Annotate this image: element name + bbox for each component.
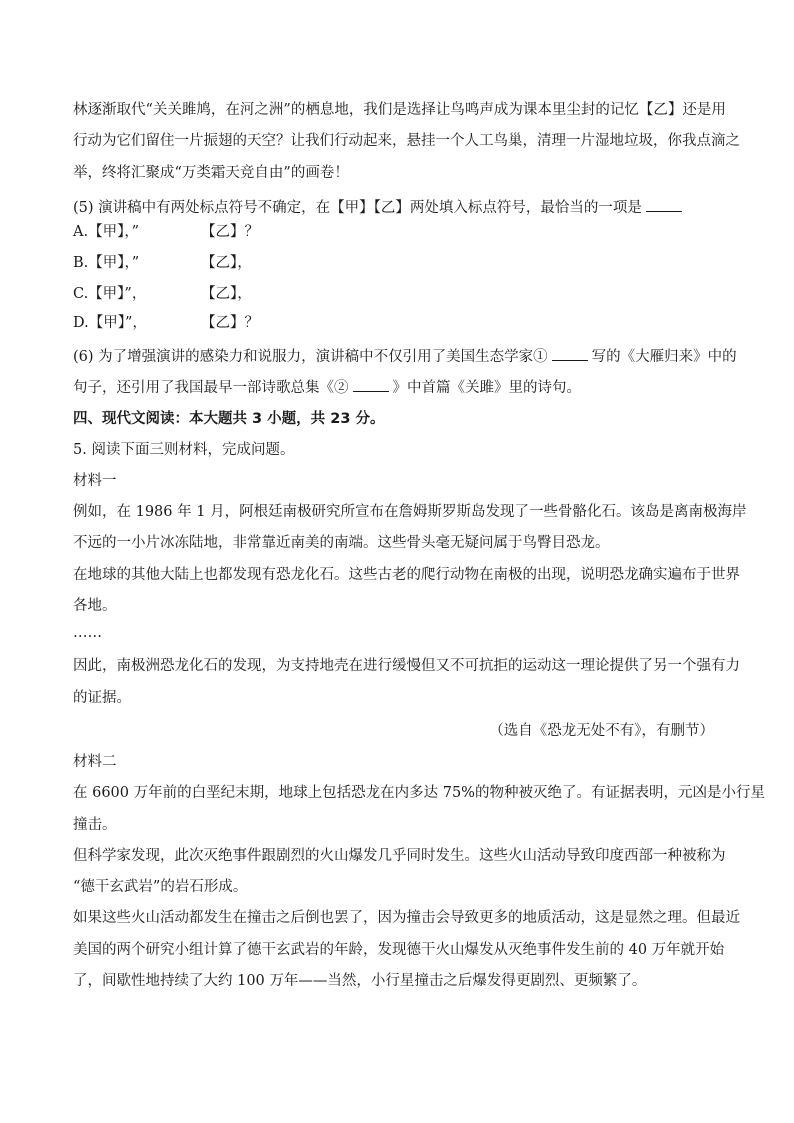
para1-line1: 林逐渐取代“关关雎鸠，在河之洲”的栖息地，我们是选择让鸟鸣声成为课本里尘封的记忆【乙】还是用 (73, 102, 726, 118)
material-1-p3-line1: 因此，南极洲恐龙化石的发现，为支持地壳在进行缓慢但又不可抗拒的运动这一理论提供了另一个强有力 (73, 658, 740, 674)
material-2-title: 材料二 (73, 754, 117, 770)
material-2-p3-line1: 如果这些火山活动都发生在撞击之后倒也罢了，因为撞击会导致更多的地质活动，这是显然之理。但最近 (73, 910, 740, 926)
question-5-stem (73, 197, 686, 218)
question-6-line1-a: (6) 为了增强演讲的感染力和说服力，演讲稿中不仅引用了美国生态学家① (73, 349, 548, 365)
section-4-heading: 四、现代文阅读：本大题共 3 小题，共 23 分。 (73, 411, 385, 427)
material-2-p3-line2: 美国的两个研究小组计算了德干玄武岩的年龄，发现德干火山爆发从灭绝事件发生前的 40 万年就开始 (73, 942, 725, 958)
question-6-line2-a: 句子，还引用了我国最早一部诗歌总集《② (73, 380, 349, 396)
material-1-p2-line2: 各地。 (73, 598, 117, 614)
option-c[interactable] (73, 284, 252, 304)
option-a-right: 【乙】？ (201, 224, 259, 240)
option-a[interactable] (73, 222, 259, 242)
option-b-right: 【乙】， (201, 255, 252, 271)
material-2-p2-line1: 但科学家发现，此次灭绝事件跟剧烈的火山爆发几乎同时发生。这些火山活动导致印度西部一种被称为 (73, 848, 726, 864)
material-2-p2-line2: “德干玄武岩”的岩石形成。 (73, 879, 248, 895)
material-1-title: 材料一 (73, 473, 117, 489)
material-1-p2-line1: 在地球的其他大陆上也都发现有恐龙化石。这些古老的爬行动物在南极的出现，说明恐龙确实遍布于世界 (73, 567, 740, 583)
para1-line3: 举，终将汇聚成“万类霜天竞自由”的画卷！ (73, 165, 349, 181)
option-d[interactable] (73, 313, 259, 333)
question-6-line2-b: 》中首篇《关雎》里的诗句。 (392, 380, 581, 396)
question-6-line1-b: 写的《大雁归来》中的 (591, 349, 737, 365)
material-2-p1-line1: 在 6600 万年前的白垩纪末期，地球上包括恐龙在内多达 75%的物种被灭绝了。有证据表明，元凶是小行星 (73, 785, 765, 801)
answer-blank-2[interactable] (353, 377, 389, 392)
material-1-ellipsis: …… (73, 625, 102, 641)
para1-line2: 行动为它们留住一片振翅的天空？让我们行动起来，悬挂一个人工鸟巢，清理一片湿地垃圾，你我点滴之 (73, 133, 740, 149)
material-1-p1-line1: 例如，在 1986 年 1 月，阿根廷南极研究所宣布在詹姆斯罗斯岛发现了一些骨骼化石。该岛是离南极海岸 (73, 504, 747, 520)
material-2-p3-line3: 了，间歇性地持续了大约 100 万年——当然，小行星撞击之后爆发得更剧烈、更频繁了。 (73, 973, 647, 989)
question-6-line1 (73, 346, 737, 367)
material-1-p3-line2: 的证据。 (73, 690, 131, 706)
option-b-left: B.【甲】，” (73, 255, 140, 271)
option-c-left: C.【甲】”， (73, 286, 147, 302)
option-c-right: 【乙】， (201, 286, 252, 302)
option-d-right: 【乙】？ (201, 315, 259, 331)
material-2-p1-line2: 撞击。 (73, 817, 117, 833)
material-1-p1-line2: 不远的一小片冰冻陆地，非常靠近南美的南端。这些骨头毫无疑问属于鸟臀目恐龙。 (73, 535, 610, 551)
question-5-stem-text: (5) 演讲稿中有两处标点符号不确定，在【甲】【乙】两处填入标点符号，最恰当的一项是 (73, 200, 642, 216)
option-b[interactable] (73, 253, 252, 273)
answer-blank[interactable] (646, 197, 682, 212)
question-6-line2 (73, 377, 581, 398)
material-1-source: （选自《恐龙无处不有》，有删节） (489, 723, 714, 739)
answer-blank-1[interactable] (552, 346, 588, 361)
reading-question-5: 5. 阅读下面三则材料，完成问题。 (73, 442, 295, 458)
option-a-left: A.【甲】，” (73, 224, 139, 240)
option-d-left: D.【甲】”， (73, 315, 147, 331)
